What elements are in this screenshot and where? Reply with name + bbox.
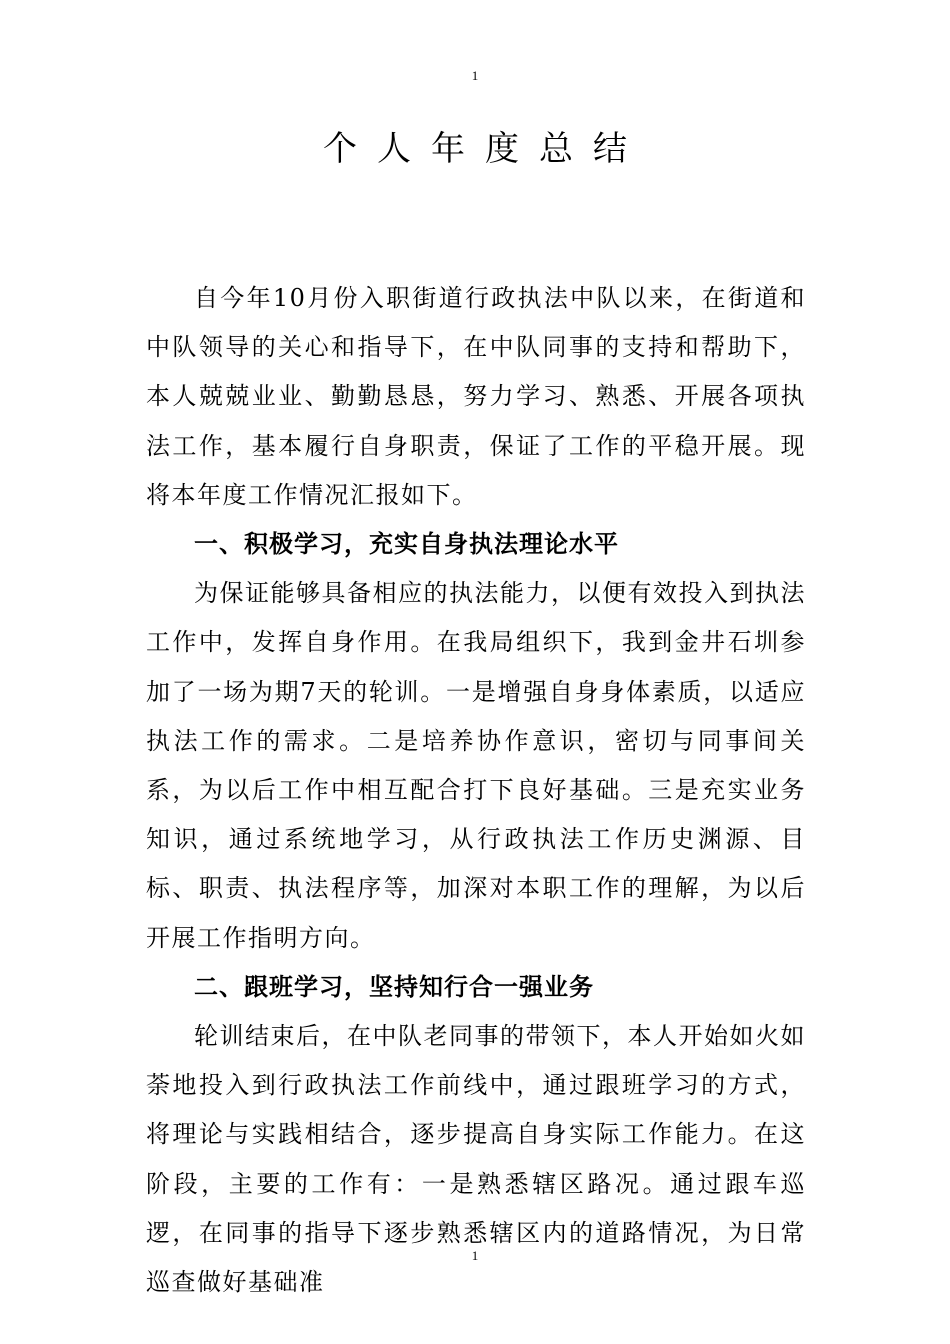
intro-paragraph: 自今年10月份入职街道行政执法中队以来，在街道和中队领导的关心和指导下，在中队同事的支持和帮助下，本人兢兢业业、勤勤恳恳，努力学习、熟悉、开展各项执法工作，基本履行自身职责，保证了工作的平稳开展。现将本年度工作情况汇报如下。 — [146, 284, 806, 509]
section-2-paragraph: 轮训结束后，在中队老同事的带领下，本人开始如火如荼地投入到行政执法工作前线中，通过跟班学习的方式，将理论与实践相结合，逐步提高自身实际工作能力。在这阶段，主要的工作有：一是熟悉辖区路况。通过跟车巡逻，在同事的指导下逐步熟悉辖区内的道路情况，为日常巡查做好基础准 — [146, 1022, 806, 1297]
document-body — [146, 274, 806, 1307]
section-1-paragraph: 为保证能够具备相应的执法能力，以便有效投入到执法工作中，发挥自身作用。在我局组织下，我到金井石圳参加了一场为期7天的轮训。一是增强自身身体素质，以适应执法工作的需求。二是培养协作意识，密切与同事间关系，为以后工作中相互配合打下良好基础。三是充实业务知识，通过系统地学习，从行政执法工作历史渊源、目标、职责、执法程序等，加深对本职工作的理解，为以后开展工作指明方向。 — [146, 579, 806, 952]
page-number-top: 1 — [471, 68, 479, 83]
page-number-bottom: 1 — [471, 1248, 479, 1263]
section-heading-2: 二、跟班学习，坚持知行合一强业务 — [194, 972, 594, 1001]
document-title: 个人年度总结 — [323, 129, 647, 169]
section-heading-1: 一、积极学习，充实自身执法理论水平 — [194, 530, 619, 559]
